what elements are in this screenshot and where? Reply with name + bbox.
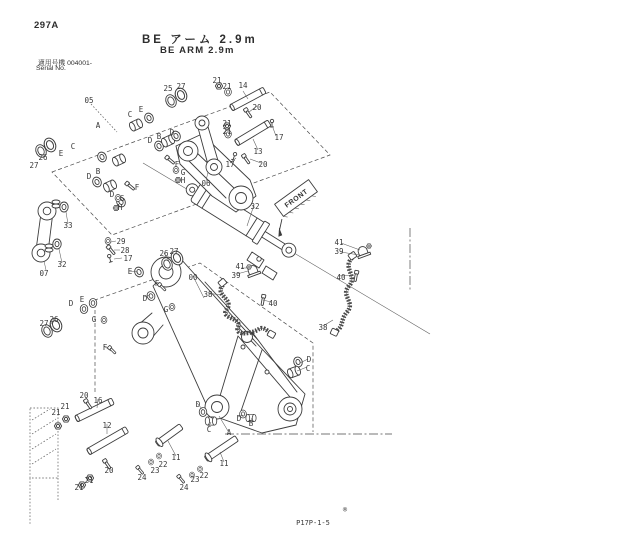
callout-D: D [169,128,175,137]
callout-26: 26 [49,315,59,324]
callout-E: E [79,295,85,304]
callout-A: A [226,428,232,437]
callout-C: C [70,142,76,151]
callout-27: 27 [39,319,49,328]
callout-32: 32 [57,260,67,269]
callout-D: D [68,299,74,308]
callout-20: 20 [104,466,114,475]
callout-38: 38 [318,323,328,332]
callout-40: 40 [268,299,278,308]
callout-16: 16 [93,396,103,405]
boom-phantom [30,408,61,524]
callout-E: E [127,267,133,276]
callout-D: D [236,414,242,423]
callout-G: G [163,305,169,314]
serial-number-label-en: Serial No. [36,65,66,72]
callout-D: D [142,294,148,303]
callout-13: 13 [253,147,263,156]
callout-06: 06 [201,179,211,188]
callout-D: D [306,355,312,364]
callout-C: C [206,425,212,434]
callout-26: 26 [159,249,169,258]
callout-20: 20 [79,391,89,400]
callout-C: C [127,110,133,119]
callout-21: 21 [60,402,70,411]
callout-21: 21 [51,408,61,417]
callout-27: 27 [169,247,179,256]
callout-23: 23 [150,466,160,475]
link-07 [32,200,60,262]
callout-D: D [147,136,153,145]
callout-20: 20 [252,103,262,112]
callout-12: 12 [102,421,112,430]
callout-17: 17 [274,133,284,142]
callout-11: 11 [171,453,181,462]
callout-17: 17 [123,254,133,263]
callout-14: 14 [238,81,248,90]
callout-F: F [134,183,140,192]
callout-39: 39 [231,271,241,280]
callout-F: F [174,160,180,169]
page-title-japanese: BE アーム 2.9m [142,34,258,46]
serial-number-label-jp: 適用号機 004001- [38,60,93,67]
callout-28: 28 [120,246,130,255]
callout-24: 24 [137,473,147,482]
callout-B: B [248,419,254,428]
callout-A: A [95,121,101,130]
callout-21: 21 [222,127,232,136]
callout-F: F [154,279,160,288]
front-arrow-icon [274,228,284,238]
callout-27: 27 [29,161,39,170]
doc-number: 297A [34,20,59,31]
callout-00: 00 [188,273,198,282]
callout-20: 20 [258,160,268,169]
callout-41: 41 [235,262,245,271]
callout-21: 21 [222,119,232,128]
callout-32: 32 [250,202,260,211]
front-direction-badge [262,180,326,238]
callout-27: 27 [176,82,186,91]
callout-H: H [117,203,123,212]
callout-22: 22 [199,471,209,480]
callout-21: 21 [74,483,84,492]
callout-B: B [156,132,162,141]
callout-24: 24 [179,483,189,492]
hose-right [330,251,357,336]
callout-D: D [86,172,92,181]
page-code: P17P-1-5 [296,519,330,527]
callout-E: E [58,149,64,158]
callout-23: 23 [190,475,200,484]
callout-21: 21 [222,82,232,91]
callout-B: B [95,167,101,176]
callout-F: F [102,343,108,352]
callout-38: 38 [203,290,213,299]
callout-G: G [119,194,125,203]
callout-C: C [305,364,311,373]
pin-13 [234,120,271,146]
callout-05: 05 [84,96,94,105]
callout-H: H [180,176,186,185]
callout-21: 21 [212,76,222,85]
callout-29: 29 [116,237,126,246]
callout-E: E [138,105,144,114]
callout-41: 41 [334,238,344,247]
callout-26: 26 [38,153,48,162]
callout-21: 21 [84,476,94,485]
pin-11-left [154,422,184,448]
callout-40: 40 [336,273,346,282]
callout-G: G [180,168,186,177]
callout-07: 07 [39,269,49,278]
callout-25: 25 [163,84,173,93]
callout-D: D [195,400,201,409]
revision-mark: ® [342,506,348,514]
callout-33: 33 [63,221,73,230]
callout-17: 17 [225,160,235,169]
pin-12 [86,427,128,455]
callout-22: 22 [158,460,168,469]
callout-G: G [91,315,97,324]
front-label: FRONT [283,188,310,210]
callout-11: 11 [219,459,229,468]
page-title-english: BE ARM 2.9m [160,45,235,56]
callout-39: 39 [334,247,344,256]
callout-D: D [109,190,115,199]
